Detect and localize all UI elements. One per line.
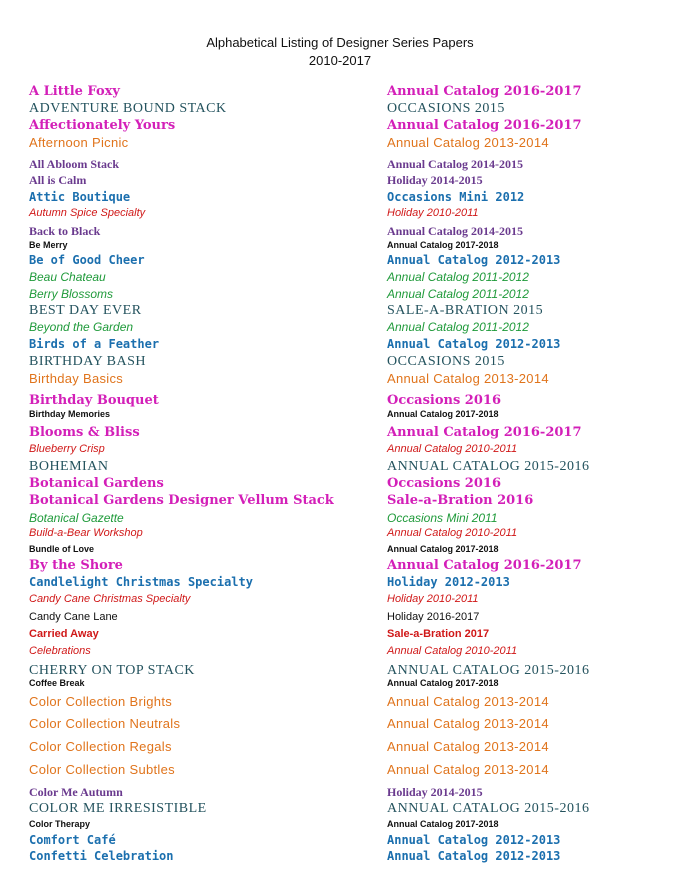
paper-name: BIRTHDAY BASH (29, 354, 147, 369)
catalog-name: Annual Catalog 2013-2014 (387, 716, 549, 731)
paper-name: BOHEMIAN (29, 459, 109, 474)
paper-name: Autumn Spice Specialty (29, 207, 146, 219)
catalog-name: Occasions Mini 2012 (387, 190, 525, 204)
paper-name: Build-a-Bear Workshop (29, 527, 143, 539)
paper-name: All is Calm (29, 173, 87, 187)
paper-name: Color Collection Subtles (29, 762, 175, 777)
paper-name: Birds of a Feather (29, 337, 160, 351)
catalog-name: Holiday 2012-2013 (387, 575, 510, 589)
paper-name: Confetti Celebration (29, 849, 174, 863)
paper-name: Botanical Gazette (29, 511, 124, 525)
catalog-name: ANNUAL CATALOG 2015-2016 (387, 663, 590, 678)
catalog-name: Annual Catalog 2012-2013 (387, 833, 561, 847)
paper-name: Be of Good Cheer (29, 253, 145, 267)
paper-name: Birthday Basics (29, 371, 124, 386)
catalog-name: Annual Catalog 2013-2014 (387, 694, 549, 709)
paper-name: A Little Foxy (29, 84, 120, 99)
catalog-name: Annual Catalog 2013-2014 (387, 762, 549, 777)
paper-name: Candy Cane Lane (29, 611, 118, 623)
paper-name: Birthday Memories (29, 409, 111, 419)
paper-name: Comfort Café (29, 833, 116, 847)
catalog-name: Annual Catalog 2012-2013 (387, 253, 561, 267)
paper-name: Celebrations (29, 645, 91, 657)
catalog-name: Occasions 2016 (387, 393, 501, 408)
catalog-name: ANNUAL CATALOG 2015-2016 (387, 459, 590, 474)
paper-name: Berry Blossoms (29, 287, 114, 301)
catalog-name: Annual Catalog 2011-2012 (387, 287, 529, 301)
paper-name: BEST DAY EVER (29, 303, 142, 318)
catalog-name: Annual Catalog 2017-2018 (387, 819, 499, 829)
paper-name: Color Collection Neutrals (29, 716, 181, 731)
paper-name: Candlelight Christmas Specialty (29, 575, 253, 589)
document-title: Alphabetical Listing of Designer Series Papers (206, 35, 474, 50)
paper-name: CHERRY ON TOP STACK (29, 663, 195, 678)
catalog-name: Annual Catalog 2010-2011 (387, 443, 518, 455)
catalog-name: Holiday 2014-2015 (387, 785, 483, 799)
catalog-name: Annual Catalog 2016-2017 (387, 118, 582, 133)
catalog-name: Annual Catalog 2013-2014 (387, 371, 549, 386)
paper-name: COLOR ME IRRESISTIBLE (29, 801, 207, 816)
catalog-name: Annual Catalog 2017-2018 (387, 409, 499, 419)
document-header (0, 34, 680, 70)
paper-name: All Abloom Stack (29, 157, 120, 171)
catalog-name: ANNUAL CATALOG 2015-2016 (387, 801, 590, 816)
catalog-name: Sale-a-Bration 2016 (387, 493, 534, 508)
catalog-name: Holiday 2014-2015 (387, 173, 483, 187)
catalog-name: Holiday 2010-2011 (387, 593, 479, 605)
paper-name: Birthday Bouquet (29, 393, 159, 408)
catalog-name: Occasions Mini 2011 (387, 511, 498, 525)
catalog-name: Annual Catalog 2010-2011 (387, 645, 518, 657)
paper-name: Blooms & Bliss (29, 425, 140, 440)
paper-name: Carried Away (29, 628, 99, 640)
paper-name: Blueberry Crisp (29, 443, 105, 455)
catalog-name: Annual Catalog 2016-2017 (387, 84, 582, 99)
paper-name: Afternoon Picnic (29, 135, 129, 150)
catalog-name: Holiday 2010-2011 (387, 207, 479, 219)
paper-name: Color Collection Brights (29, 694, 173, 709)
catalog-name: OCCASIONS 2015 (387, 101, 505, 116)
paper-name: Color Therapy (29, 819, 91, 829)
paper-name: Coffee Break (29, 678, 85, 688)
catalog-name: Annual Catalog 2017-2018 (387, 678, 499, 688)
catalog-name: Annual Catalog 2014-2015 (387, 157, 524, 171)
paper-name: Beau Chateau (29, 270, 106, 284)
catalog-name: Annual Catalog 2012-2013 (387, 849, 561, 863)
catalog-name: Annual Catalog 2010-2011 (387, 527, 518, 539)
catalog-name: Annual Catalog 2013-2014 (387, 739, 549, 754)
catalog-name: SALE-A-BRATION 2015 (387, 303, 544, 318)
catalog-name: Annual Catalog 2011-2012 (387, 320, 529, 334)
catalog-name: Annual Catalog 2011-2012 (387, 270, 529, 284)
paper-name: Candy Cane Christmas Specialty (29, 593, 191, 605)
catalog-name: Annual Catalog 2016-2017 (387, 425, 582, 440)
catalog-name: Annual Catalog 2013-2014 (387, 135, 549, 150)
catalog-name: Holiday 2016-2017 (387, 611, 480, 623)
catalog-name: OCCASIONS 2015 (387, 354, 505, 369)
catalog-name: Annual Catalog 2016-2017 (387, 558, 582, 573)
paper-name: Botanical Gardens Designer Vellum Stack (29, 493, 334, 508)
paper-name: Botanical Gardens (29, 476, 164, 491)
catalog-name: Annual Catalog 2014-2015 (387, 224, 524, 238)
paper-name: Attic Boutique (29, 190, 131, 204)
paper-name: Be Merry (29, 240, 68, 250)
paper-name: Beyond the Garden (29, 320, 134, 334)
catalog-name: Annual Catalog 2017-2018 (387, 240, 499, 250)
paper-name: Bundle of Love (29, 544, 94, 554)
catalog-name: Annual Catalog 2012-2013 (387, 337, 561, 351)
catalog-name: Sale-a-Bration 2017 (387, 628, 490, 640)
catalog-name: Annual Catalog 2017-2018 (387, 544, 499, 554)
paper-name: Color Collection Regals (29, 739, 172, 754)
catalog-name: Occasions 2016 (387, 476, 501, 491)
paper-name: Color Me Autumn (29, 785, 123, 799)
document-years: 2010-2017 (308, 53, 372, 68)
paper-name: ADVENTURE BOUND STACK (29, 101, 227, 116)
paper-name: Affectionately Yours (29, 118, 176, 133)
paper-name: Back to Black (29, 224, 101, 238)
paper-name: By the Shore (29, 558, 123, 573)
